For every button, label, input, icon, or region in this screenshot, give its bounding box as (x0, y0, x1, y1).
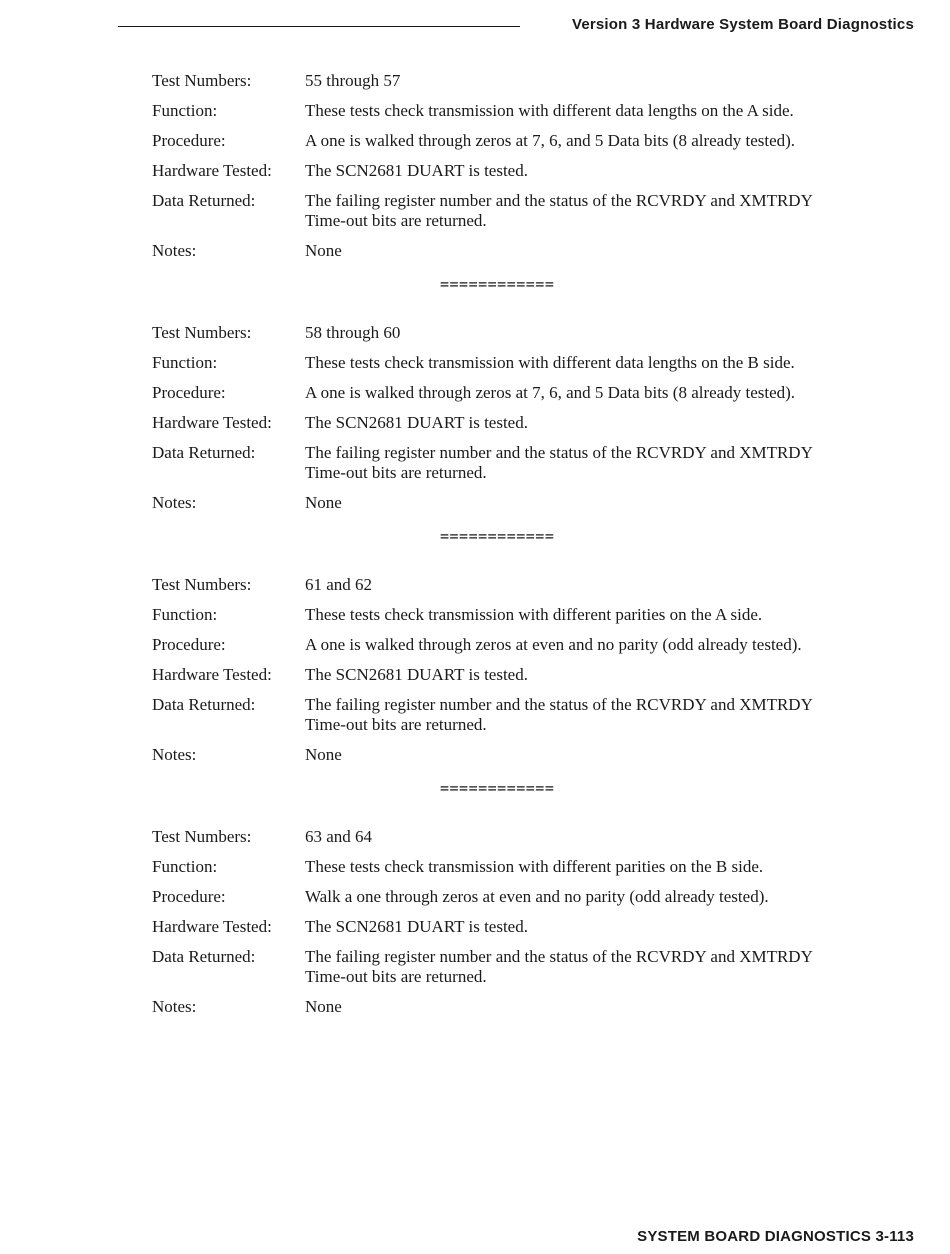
data-returned-value: The failing register number and the status of the RCVRDY and XMTRDY Time-out bits are returned. (305, 191, 813, 230)
function-row (152, 101, 882, 121)
test-numbers-label: Test Numbers: (152, 71, 252, 90)
test-numbers-row (152, 323, 882, 343)
test-numbers-value: 58 through 60 (305, 323, 401, 342)
function-label: Function: (152, 857, 218, 876)
data-returned-label: Data Returned: (152, 695, 256, 714)
procedure-row (152, 635, 882, 655)
hardware-tested-row (152, 161, 882, 181)
test-numbers-label: Test Numbers: (152, 827, 252, 846)
hardware-tested-value: The SCN2681 DUART is tested. (305, 917, 528, 936)
hardware-tested-label: Hardware Tested: (152, 665, 272, 684)
header-title: Version 3 Hardware System Board Diagnostics (571, 16, 914, 33)
header-rule (118, 26, 520, 27)
data-returned-label: Data Returned: (152, 191, 256, 210)
procedure-value: Walk a one through zeros at even and no parity (odd already tested). (305, 887, 769, 906)
hardware-tested-value: The SCN2681 DUART is tested. (305, 665, 528, 684)
page-content (152, 71, 882, 1017)
hardware-tested-row (152, 665, 882, 685)
page-footer: SYSTEM BOARD DIAGNOSTICS 3-113 (637, 1228, 914, 1245)
procedure-label: Procedure: (152, 887, 226, 906)
hardware-tested-label: Hardware Tested: (152, 917, 272, 936)
function-row (152, 353, 882, 373)
test-block (152, 71, 882, 261)
data-returned-value: The failing register number and the status of the RCVRDY and XMTRDY Time-out bits are returned. (305, 443, 813, 482)
function-row (152, 857, 882, 877)
test-numbers-value: 55 through 57 (305, 71, 401, 90)
notes-value: None (305, 745, 342, 764)
test-numbers-row (152, 71, 882, 91)
data-returned-label: Data Returned: (152, 443, 256, 462)
hardware-tested-value: The SCN2681 DUART is tested. (305, 413, 528, 432)
hardware-tested-row (152, 413, 882, 433)
notes-label: Notes: (152, 997, 197, 1016)
function-row (152, 605, 882, 625)
notes-row (152, 745, 882, 765)
test-block (152, 323, 882, 513)
section-separator (152, 261, 882, 323)
notes-row (152, 241, 882, 261)
notes-value: None (305, 241, 342, 260)
data-returned-value: The failing register number and the status of the RCVRDY and XMTRDY Time-out bits are returned. (305, 947, 813, 986)
procedure-label: Procedure: (152, 383, 226, 402)
notes-value: None (305, 997, 342, 1016)
procedure-row (152, 383, 882, 403)
notes-label: Notes: (152, 745, 197, 764)
hardware-tested-row (152, 917, 882, 937)
notes-label: Notes: (152, 241, 197, 260)
function-label: Function: (152, 605, 218, 624)
data-returned-row (152, 695, 882, 735)
procedure-value: A one is walked through zeros at 7, 6, and 5 Data bits (8 already tested). (305, 131, 796, 150)
procedure-row (152, 887, 882, 907)
procedure-value: A one is walked through zeros at even and no parity (odd already tested). (305, 635, 802, 654)
function-label: Function: (152, 101, 218, 120)
function-value: These tests check transmission with different data lengths on the B side. (305, 353, 795, 372)
data-returned-value: The failing register number and the status of the RCVRDY and XMTRDY Time-out bits are returned. (305, 695, 813, 734)
separator-text: ============ (440, 275, 555, 293)
data-returned-row (152, 191, 882, 231)
test-numbers-row (152, 827, 882, 847)
data-returned-label: Data Returned: (152, 947, 256, 966)
hardware-tested-label: Hardware Tested: (152, 161, 272, 180)
data-returned-row (152, 947, 882, 987)
section-separator (152, 513, 882, 575)
section-separator (152, 765, 882, 827)
test-numbers-row (152, 575, 882, 595)
hardware-tested-label: Hardware Tested: (152, 413, 272, 432)
separator-text: ============ (440, 779, 555, 797)
test-block (152, 575, 882, 765)
notes-value: None (305, 493, 342, 512)
test-numbers-value: 61 and 62 (305, 575, 373, 594)
function-value: These tests check transmission with different parities on the A side. (305, 605, 763, 624)
hardware-tested-value: The SCN2681 DUART is tested. (305, 161, 528, 180)
procedure-label: Procedure: (152, 635, 226, 654)
data-returned-row (152, 443, 882, 483)
function-label: Function: (152, 353, 218, 372)
procedure-row (152, 131, 882, 151)
notes-label: Notes: (152, 493, 197, 512)
function-value: These tests check transmission with different parities on the B side. (305, 857, 764, 876)
running-header (118, 14, 914, 40)
notes-row (152, 997, 882, 1017)
procedure-value: A one is walked through zeros at 7, 6, and 5 Data bits (8 already tested). (305, 383, 796, 402)
separator-text: ============ (440, 527, 555, 545)
test-numbers-label: Test Numbers: (152, 575, 252, 594)
notes-row (152, 493, 882, 513)
test-numbers-value: 63 and 64 (305, 827, 373, 846)
function-value: These tests check transmission with different data lengths on the A side. (305, 101, 794, 120)
test-block (152, 827, 882, 1017)
procedure-label: Procedure: (152, 131, 226, 150)
test-numbers-label: Test Numbers: (152, 323, 252, 342)
